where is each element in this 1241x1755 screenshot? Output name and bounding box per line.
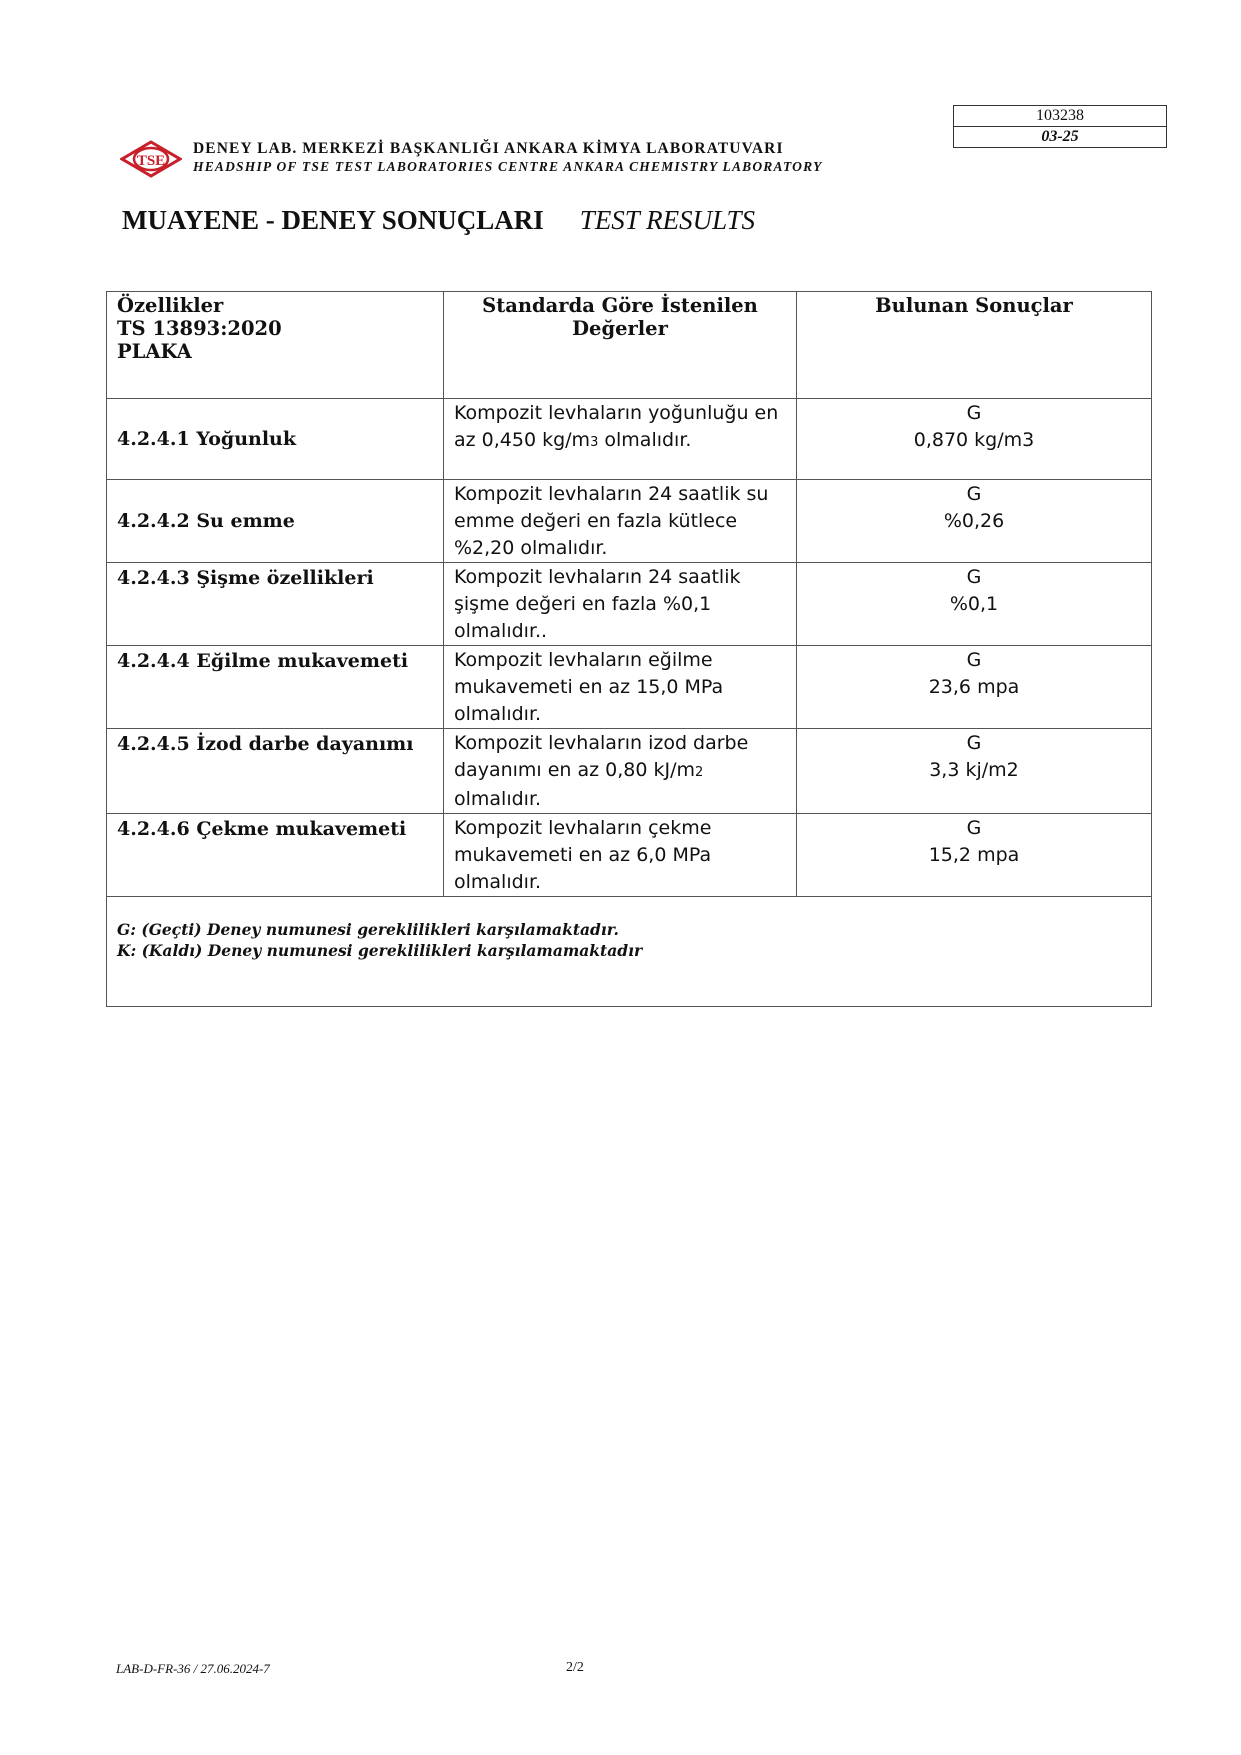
status-badge: G bbox=[966, 402, 982, 424]
table-header-row bbox=[107, 292, 1152, 399]
row-property: 4.2.4.5 İzod darbe dayanımı bbox=[107, 729, 444, 814]
page-title bbox=[122, 205, 755, 236]
header-turkish: DENEY LAB. MERKEZİ BAŞKANLIĞI ANKARA KİMYA LABORATUVARI bbox=[193, 140, 784, 157]
row-requirement: Kompozit levhaların 24 saatlik şişme değeri en fazla %0,1 olmalıdır.. bbox=[444, 563, 797, 646]
footer-form-code: LAB-D-FR-36 / 27.06.2024-7 bbox=[116, 1661, 270, 1676]
table-row bbox=[107, 729, 1152, 814]
status-badge: G bbox=[966, 566, 982, 588]
row-requirement: Kompozit levhaların yoğunluğu en az 0,450 kg/m3 olmalıdır. bbox=[444, 399, 797, 480]
header-result: Bulunan Sonuçlar bbox=[797, 292, 1152, 399]
row-result bbox=[797, 729, 1152, 814]
row-requirement: Kompozit levhaların eğilme mukavemeti en az 15,0 MPa olmalıdır. bbox=[444, 646, 797, 729]
row-requirement: Kompozit levhaların izod darbe dayanımı en az 0,80 kJ/m2 olmalıdır. bbox=[444, 729, 797, 814]
row-result bbox=[797, 480, 1152, 563]
result-value: 0,870 kg/m3 bbox=[913, 429, 1035, 451]
legend-pass: G: (Geçti) Deney numunesi gereklilikleri karşılamaktadır. bbox=[117, 920, 619, 939]
header-required: Standarda Göre İstenilen Değerler bbox=[444, 292, 797, 399]
row-result bbox=[797, 646, 1152, 729]
table-row bbox=[107, 814, 1152, 897]
table-row bbox=[107, 563, 1152, 646]
table-row bbox=[107, 646, 1152, 729]
table-row bbox=[107, 480, 1152, 563]
row-property: 4.2.4.2 Su emme bbox=[107, 480, 444, 563]
reference-code: 03-25 bbox=[954, 126, 1166, 147]
row-result bbox=[797, 814, 1152, 897]
reference-box bbox=[953, 105, 1167, 148]
results-table bbox=[106, 291, 1152, 1007]
row-property: 4.2.4.3 Şişme özellikleri bbox=[107, 563, 444, 646]
title-english: TEST RESULTS bbox=[579, 205, 756, 235]
status-badge: G bbox=[966, 649, 982, 671]
header-property: Özellikler TS 13893:2020 PLAKA bbox=[107, 292, 444, 399]
header-english: HEADSHIP OF TSE TEST LABORATORIES CENTRE ANKARA CHEMISTRY LABORATORY bbox=[193, 159, 823, 174]
status-badge: G bbox=[966, 483, 982, 505]
row-result bbox=[797, 563, 1152, 646]
table-row bbox=[107, 399, 1152, 480]
legend-fail: K: (Kaldı) Deney numunesi gereklilikleri karşılamamaktadır bbox=[117, 941, 643, 960]
result-value: %0,1 bbox=[949, 593, 999, 615]
tse-logo-text: TSE bbox=[136, 153, 166, 169]
row-property: 4.2.4.1 Yoğunluk bbox=[107, 399, 444, 480]
result-value: 23,6 mpa bbox=[928, 676, 1020, 698]
footer-page-number: 2/2 bbox=[566, 1660, 584, 1675]
row-property: 4.2.4.6 Çekme mukavemeti bbox=[107, 814, 444, 897]
row-property: 4.2.4.4 Eğilme mukavemeti bbox=[107, 646, 444, 729]
result-value: 15,2 mpa bbox=[928, 844, 1020, 866]
result-value: 3,3 kj/m2 bbox=[929, 759, 1019, 781]
row-requirement: Kompozit levhaların çekme mukavemeti en az 6,0 MPa olmalıdır. bbox=[444, 814, 797, 897]
row-requirement: Kompozit levhaların 24 saatlik su emme değeri en fazla kütlece %2,20 olmalıdır. bbox=[444, 480, 797, 563]
reference-number: 103238 bbox=[1036, 107, 1084, 124]
status-badge: G bbox=[966, 817, 982, 839]
legend-row bbox=[107, 897, 1152, 1007]
row-result bbox=[797, 399, 1152, 480]
legend bbox=[107, 897, 1152, 1007]
title-turkish: MUAYENE - DENEY SONUÇLARI bbox=[122, 205, 544, 235]
tse-logo-icon bbox=[120, 140, 182, 178]
result-value: %0,26 bbox=[943, 510, 1005, 532]
status-badge: G bbox=[966, 732, 982, 754]
